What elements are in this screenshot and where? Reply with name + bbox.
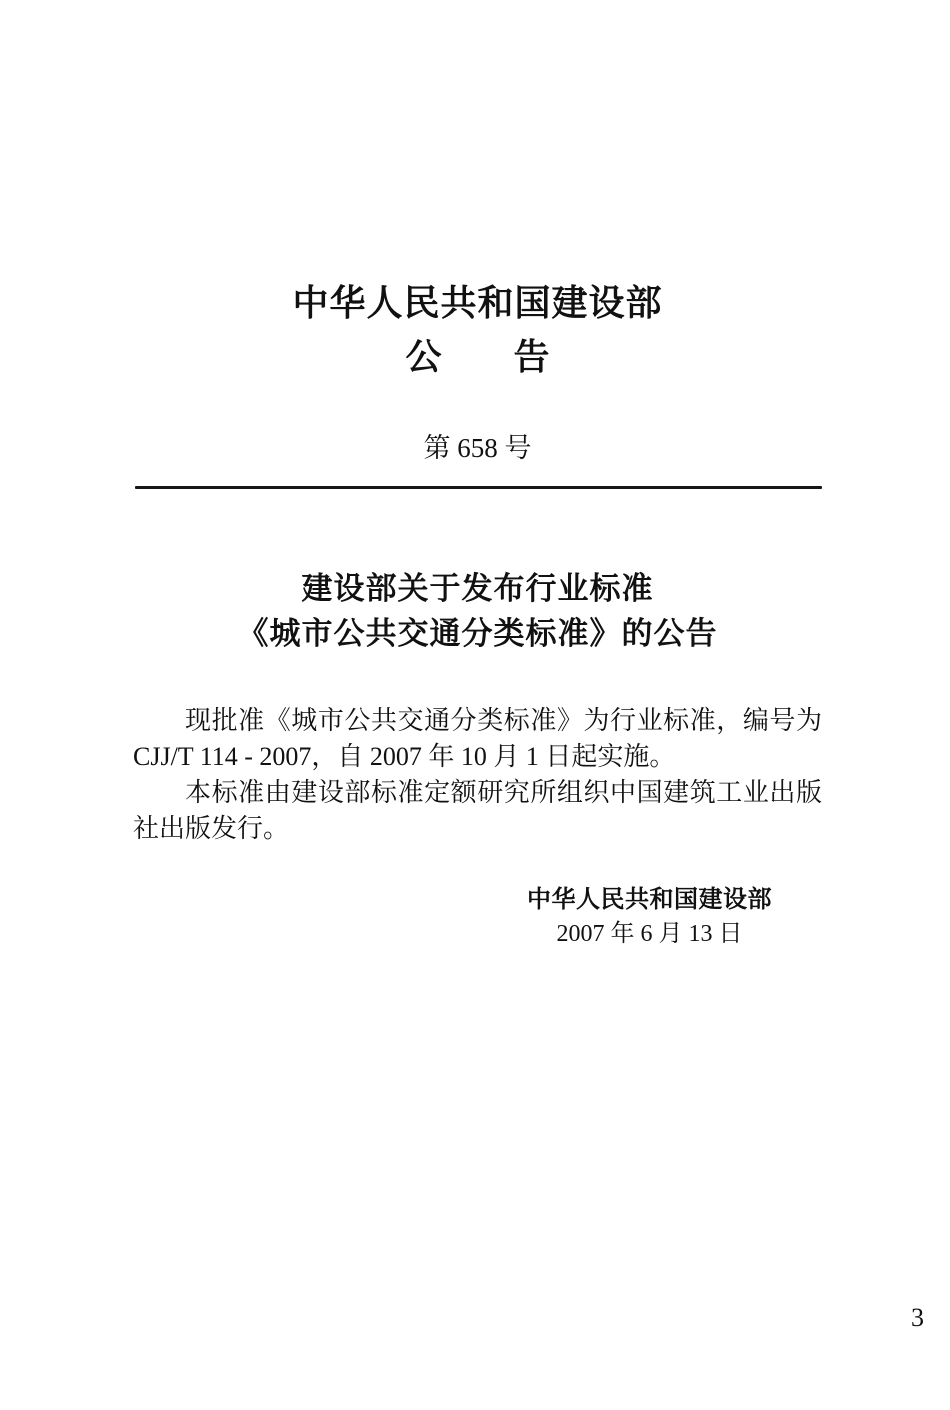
ministry-title: 中华人民共和国建设部 xyxy=(292,283,663,323)
page-content xyxy=(133,0,924,1410)
notice-paragraph-1: 现批准《城市公共交通分类标准》为行业标准，编号为 CJJ/T 114 - 2007，自 2007 年 10 月 1 日起实施。 xyxy=(133,706,822,771)
notice-body xyxy=(133,703,822,847)
notice-title-line1: 建设部关于发布行业标准 xyxy=(301,571,654,606)
signature-name: 中华人民共和国建设部 xyxy=(527,887,772,913)
signature-date: 2007 年 6 月 13 日 xyxy=(556,921,743,947)
announcement-number: 第 658 号 xyxy=(423,433,532,463)
horizontal-rule xyxy=(135,486,822,489)
page-number: 3 xyxy=(911,1303,924,1332)
notice-paragraph-2: 本标准由建设部标准定额研究所组织中国建筑工业出版社出版发行。 xyxy=(133,778,822,843)
notice-title-line2: 《城市公共交通分类标准》的公告 xyxy=(237,616,718,651)
signature-block xyxy=(527,883,772,951)
notice-title xyxy=(133,566,822,656)
announcement-heading: 公 告 xyxy=(405,337,550,377)
